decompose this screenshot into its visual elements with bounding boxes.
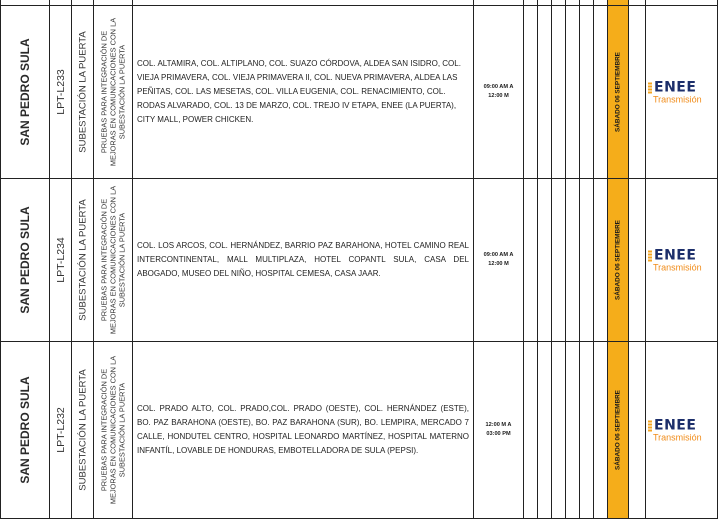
table-row (0, 342, 718, 519)
work-purpose: PRUEBAS PARA INTEGRACIÓN DE MEJORAS EN COMUNICACIONES CON LA SUBESTACIÓN LA PUERTA (99, 17, 127, 167)
city-label: SAN PEDRO SULA (18, 38, 32, 146)
enee-transmision-logo (646, 80, 717, 105)
outage-date: SÁBADO 06 SEPTIEMBRE (614, 220, 622, 300)
logo-subtitle: Transmisión (653, 262, 702, 273)
time-end: 12:00 M (488, 261, 509, 267)
logo-wordmark: ENEE (654, 79, 697, 96)
affected-areas: COL. LOS ARCOS, COL. HERNÁNDEZ, BARRIO PAZ BARAHONA, HOTEL CAMINO REAL INTERCONTINENTAL, MALL MULTIPLAZA, HOTEL COPANTL SULA, CASA DEL ABOGADO, MUSEO DEL NIÑO, HOSPITAL CEMESA, CASA JAAR. (137, 241, 469, 278)
time-start: 09:00 AM A (483, 84, 514, 90)
substation-name: SUBESTACIÓN LA PUERTA (77, 31, 88, 153)
logo-wordmark: ENEE (654, 247, 697, 264)
enee-transmision-logo (646, 418, 717, 443)
circuit-code: LPT-L232 (54, 407, 67, 453)
outage-date: SÁBADO 06 SEPTIEMBRE (614, 52, 622, 132)
logo-wordmark: ENEE (654, 417, 697, 434)
time-start: 12:00 M A (485, 422, 512, 428)
table-row (0, 6, 718, 179)
time-window (474, 421, 523, 439)
time-start: 09:00 AM A (483, 252, 514, 258)
time-window (474, 251, 523, 269)
time-window (474, 83, 523, 101)
logo-subtitle: Transmisión (653, 94, 702, 105)
work-purpose: PRUEBAS PARA INTEGRACIÓN DE MEJORAS EN COMUNICACIONES CON LA SUBESTACIÓN LA PUERTA (99, 185, 127, 335)
work-purpose: PRUEBAS PARA INTEGRACIÓN DE MEJORAS EN COMUNICACIONES CON LA SUBESTACIÓN LA PUERTA (99, 355, 127, 505)
time-end: 03:00 PM (486, 431, 511, 437)
substation-name: SUBESTACIÓN LA PUERTA (77, 369, 88, 491)
affected-areas: COL. ALTAMIRA, COL. ALTIPLANO, COL. SUAZO CÓRDOVA, ALDEA SAN ISIDRO, COL. VIEJA PRIMAVERA, COL. VIEJA PRIMAVERA II, COL. NUEVA PRIMAVERA, ALDEA LAS PEÑITAS, COL. LAS MESETAS, COL. VILLA EUGENIA, COL. RENACIMIENTO, COL. RODAS ALVARADO, COL. 13 DE MARZO, COL. TREJO IV ETAPA, ENEE (LA PUERTA), CITY MALL, POWER CHICKEN. (137, 59, 461, 124)
circuit-code: LPT-L234 (54, 237, 67, 283)
time-end: 12:00 M (488, 93, 509, 99)
substation-name: SUBESTACIÓN LA PUERTA (77, 199, 88, 321)
logo-subtitle: Transmisión (653, 432, 702, 443)
table-row (0, 179, 718, 342)
enee-transmision-logo (646, 248, 717, 273)
enee-mark-icon (648, 420, 652, 431)
enee-mark-icon (648, 82, 652, 93)
outage-date: SÁBADO 06 SEPTIEMBRE (614, 390, 622, 470)
city-label: SAN PEDRO SULA (18, 206, 32, 314)
city-label: SAN PEDRO SULA (18, 376, 32, 484)
enee-mark-icon (648, 250, 652, 261)
circuit-code: LPT-L233 (54, 69, 67, 115)
affected-areas: COL. PRADO ALTO, COL. PRADO,COL. PRADO (OESTE), COL. HERNÁNDEZ (ESTE), BO. PAZ BARAHONA (OESTE), BO. PAZ BARAHONA (SUR), BO. LEMPIRA, MERCADO 7 CALLE, HONDUTEL CENTRO, HOSPITAL LEONARDO MARTÍNEZ, HOSPITAL MATERNO INFANTÍL, LOVABLE DE HONDURAS, EMBOTELLADORA DE SULA (PEPSI). (137, 404, 469, 455)
